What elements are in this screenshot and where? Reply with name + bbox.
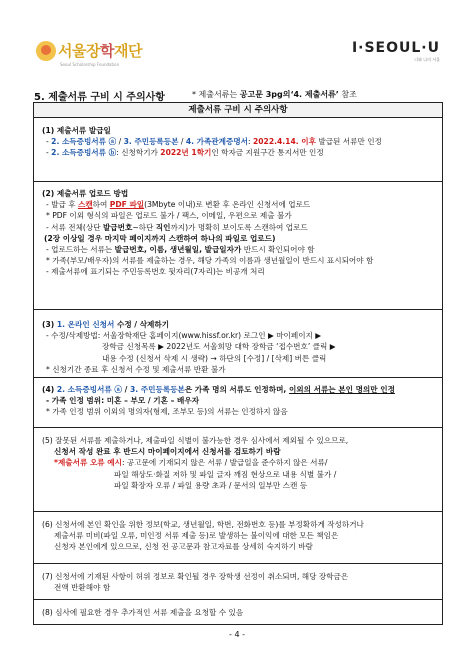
notice-box-title: 제출서류 구비 시 주의사항	[34, 103, 442, 118]
page-header	[0, 0, 474, 84]
notice-box	[33, 102, 443, 625]
item-5-line-2: 신청서 작성 완료 후 반드시 마이페이지에서 신청서를 검토하기 바람	[54, 447, 281, 457]
item-7-line-2: 전액 반환해야 함	[54, 583, 111, 593]
item-2-line-2: * PDF 이외 형식의 파일은 업로드 불가 / 팩스, 이메일, 우편으로 제출 불가	[46, 211, 292, 221]
item-2-heading: (2) 제출서류 업로드 방법	[42, 189, 129, 198]
notice-item-7	[34, 563, 442, 599]
notice-item-5	[34, 427, 442, 511]
notice-item-6	[34, 511, 442, 563]
foundation-logo	[36, 40, 142, 61]
item-3-line-2: 장학금 신청목록 ▶ 2022년도 서울희망 대학 장학금 ‘접수번호’ 클릭 ▶	[102, 342, 336, 352]
section-note: * 제출서류는 공고문 3pg의‘4. 제출서류’ 참조	[192, 90, 357, 99]
item-5-line-4: 파일 해상도·화질 저하 및 파일 글자 깨짐 현상으로 내용 식별 불가 /	[114, 469, 337, 479]
item-4-line-2: * 가족 인정 범위 이외의 명의자(형제, 조부모 등)의 서류는 인정하지 않음	[46, 407, 288, 417]
item-8-line-1: (8) 심사에 필요한 경우 추가적인 서류 제출을 요청할 수 있음	[42, 608, 244, 617]
notice-item-1	[34, 117, 442, 181]
notice-item-8	[34, 599, 442, 624]
foundation-logo-text: 서울장학재단	[58, 42, 142, 60]
item-3-line-4: * 신청기간 종료 후 신청서 수정 및 제출서류 반환 불가	[46, 364, 226, 374]
item-1-heading: (1) 제출서류 발급일	[42, 126, 111, 135]
notice-item-4	[34, 377, 442, 427]
foundation-logo-subtitle: Seoul Scholarship Foundation	[60, 62, 120, 67]
section-title: 5. 제출서류 구비 시 주의사항	[34, 92, 165, 103]
item-6-line-1: (6) 신청서에 본인 확인을 위한 정보(학교, 생년월일, 학번, 전화번호 등)를 부정확하게 작성하거나	[42, 520, 364, 529]
item-2-line-1: - 발급 후 스캔하여 PDF 파일(3Mbyte 이내)로 변환 후 온라인 신청서에 업로드	[46, 200, 311, 210]
item-2-line-3: - 서류 전체(상단 발급번호~하단 직인까지)가 명확히 보이도록 스캔하여 업로드	[46, 222, 308, 232]
item-5-line-5: 파일 확장자 오류 / 파일 용량 초과 / 문서의 일부만 스캔 등	[114, 480, 308, 490]
foundation-logo-icon	[36, 41, 56, 61]
iseoulu-logo	[352, 40, 440, 63]
item-4-heading: (4) 2. 소득증빙서류 ⓐ / 3. 주민등록등본은 가족 명의 서류도 인정하며, 이외의 서류는 본인 명의만 인정	[42, 385, 395, 394]
item-3-line-1: - 수정/삭제방법: 서울장학재단 홈페이지(www.hissf.or.kr) 로그인 ▶ 마이페이지 ▶	[46, 331, 322, 341]
item-2-line-6: * 가족(부모/배우자)의 서류를 제출하는 경우, 해당 가족의 이름과 생년월일이 반드시 표시되어야 함	[46, 256, 374, 266]
iseoulu-logo-subtitle: 너와 나의 서울	[414, 57, 440, 62]
iseoulu-logo-text: I·SEOUL·U	[351, 40, 440, 56]
item-2-line-4: (2장 이상일 경우 마지막 페이지까지 스캔하여 하나의 파일로 업로드)	[44, 233, 276, 243]
item-1-line-1: - 2. 소득증빙서류 ⓐ / 3. 주민등록등본 / 4. 가족관계증명서: 2022.4.14. 이후 발급된 서류만 인정	[46, 137, 382, 147]
item-5-line-3: *제출서류 오류 예시: 공고문에 기재되지 않은 서류 / 발급일을 준수하지 않은 서류/	[54, 458, 328, 468]
item-6-line-3: 신청자 본인에게 있으므로, 신청 전 공고문과 참고자료를 상세히 숙지하기 바람	[54, 542, 313, 552]
notice-item-2	[34, 181, 442, 309]
page-number: - 4 -	[229, 630, 245, 639]
item-4-line-1: - 가족 인정 범위: 미혼 – 부모 / 기혼 – 배우자	[46, 396, 200, 406]
item-1-line-2: - 2. 소득증빙서류 ⓑ: 신청학기가 2022년 1학기인 학자금 지원구간 통지서만 인정	[46, 148, 324, 158]
item-5-line-1: (5) 잘못된 서류를 제출하거나, 제출파일 식별이 불가능한 경우 심사에서 제외될 수 있으므로,	[42, 436, 349, 445]
item-2-line-5: - 업로드하는 서류는 발급번호, 이름, 생년월일, 발급일자가 반드시 확인되어야 함	[46, 245, 315, 255]
item-2-line-7: - 제출서류에 표기되는 주민등록번호 뒷자리(7자리)는 비공개 처리	[46, 267, 265, 277]
item-7-line-1: (7) 신청서에 기재된 사항이 허위 정보로 확인될 경우 장학생 선정이 취소되며, 해당 장학금은	[42, 572, 349, 581]
item-3-line-3: 내용 수정 (신청서 삭제 시 생략) → 하단의 [수정] / [삭제] 버튼 클릭	[102, 353, 327, 363]
notice-item-3	[34, 309, 442, 377]
item-3-heading: (3) 1. 온라인 신청서 수정 / 삭제하기	[42, 320, 170, 329]
item-6-line-2: 제출서류 미비(파일 오류, 미인정 서류 제출 등)로 발생하는 불이익에 대한 모든 책임은	[54, 531, 339, 541]
